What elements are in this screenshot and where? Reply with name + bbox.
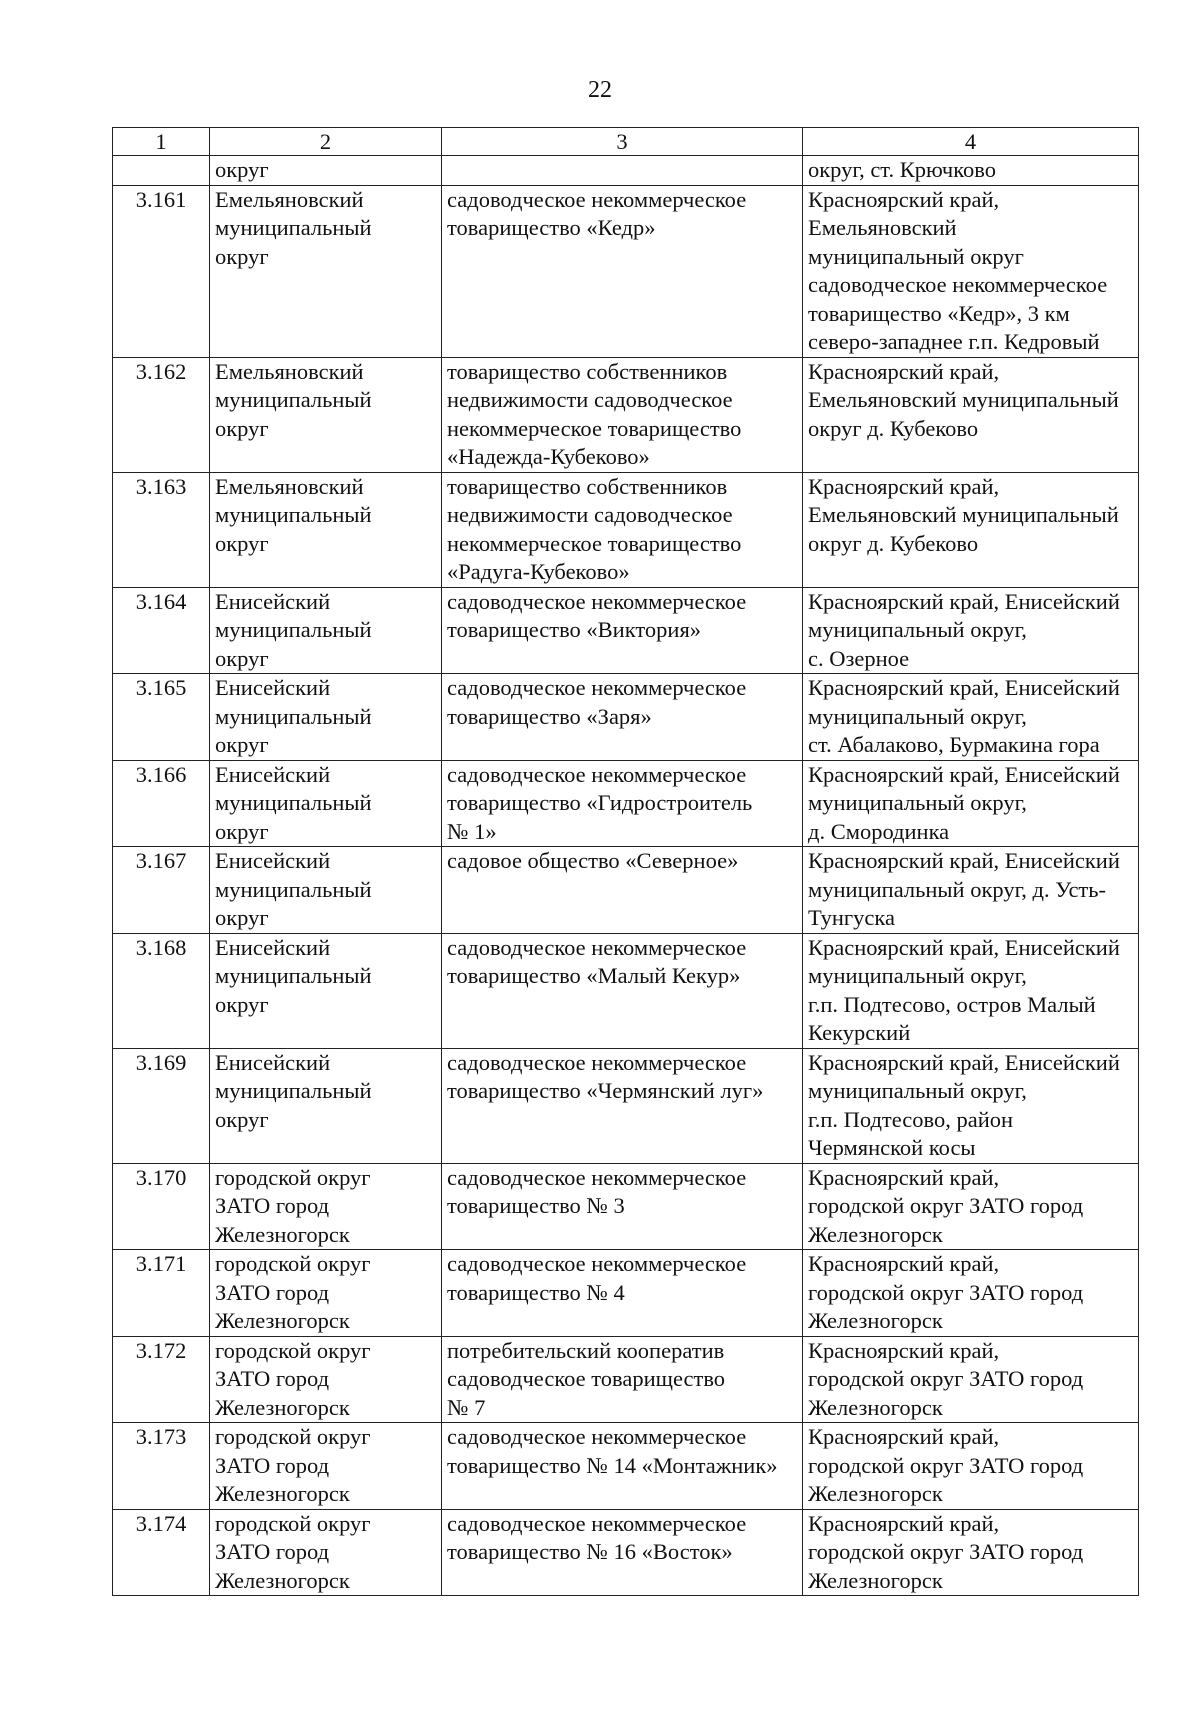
table-row <box>113 1250 1139 1337</box>
cell-line: округ д. Кубеково <box>808 415 979 441</box>
cell-line: Красноярский край, Енисейский <box>808 675 1120 700</box>
cell-line: Красноярский край, Енисейский <box>808 1049 1120 1075</box>
cell-line: г.п. Подтесово, район <box>808 1106 1014 1132</box>
cell-line: товарищество № 14 «Монтажник» <box>447 1452 778 1478</box>
address-cell <box>803 185 1139 357</box>
table-row <box>113 847 1139 934</box>
cell-line: товарищество № 16 «Восток» <box>447 1539 733 1564</box>
cell-line: округ <box>215 905 269 930</box>
cell-line: муниципальный округ, <box>808 703 1027 729</box>
cell-line: Енисейский <box>215 761 331 787</box>
cell-line: недвижимости садоводческое <box>447 387 733 412</box>
address-cell <box>803 760 1139 847</box>
municipality-cell <box>210 1048 442 1163</box>
cell-line: Железногорск <box>808 1221 943 1247</box>
cell-line: Енисейский <box>215 1049 331 1075</box>
organization-name-cell <box>442 674 803 761</box>
table-row <box>113 156 1139 186</box>
address-cell <box>803 472 1139 587</box>
cell-line: садоводческое некоммерческое <box>447 1049 747 1075</box>
cell-line: с. Озерное <box>808 645 910 671</box>
cell-line: муниципальный <box>215 502 372 527</box>
cell-line: Железногорск <box>215 1308 350 1333</box>
address-cell <box>803 847 1139 934</box>
cell-line: Енисейский <box>215 675 331 700</box>
address-cell <box>803 1423 1139 1510</box>
cell-line: городской округ <box>215 1164 371 1190</box>
table-row <box>113 760 1139 847</box>
cell-line: округ д. Кубеково <box>808 530 979 556</box>
cell-line: Енисейский <box>215 848 331 873</box>
cell-line: садоводческое некоммерческое <box>447 1251 747 1276</box>
cell-line: недвижимости садоводческое <box>447 502 733 527</box>
cell-line: северо-западнее г.п. Кедровый <box>808 329 1100 354</box>
cell-line: ЗАТО город <box>215 1279 330 1305</box>
row-number: 3.165 <box>113 674 210 761</box>
cell-line: городской округ ЗАТО город <box>808 1366 1084 1391</box>
cell-line: товарищество «Кедр» <box>447 215 656 240</box>
cell-line: округ <box>215 157 269 182</box>
cell-line: Красноярский край, <box>808 1337 1000 1363</box>
page-number: 22 <box>588 77 612 103</box>
cell-line: городской округ <box>215 1424 371 1449</box>
organization-name-cell <box>442 1423 803 1510</box>
cell-line: некоммерческое товарищество <box>447 530 742 556</box>
cell-line: округ <box>215 415 269 441</box>
cell-line: Красноярский край, Енисейский <box>808 848 1120 873</box>
cell-line: муниципальный округ <box>808 243 1024 269</box>
cell-line: Емельяновский муниципальный <box>808 387 1119 412</box>
cell-line: потребительский кооператив <box>447 1337 725 1363</box>
cell-line: «Радуга-Кубеково» <box>447 559 630 584</box>
table-header <box>113 128 1139 156</box>
table-row <box>113 674 1139 761</box>
cell-line: товарищество «Чермянский луг» <box>447 1078 764 1103</box>
municipality-cell <box>210 472 442 587</box>
cell-line: Кекурский <box>808 1020 911 1045</box>
column-header-4: 4 <box>803 128 1139 156</box>
cell-line: садоводческое некоммерческое <box>447 934 747 960</box>
cell-line: Красноярский край, <box>808 358 1000 384</box>
cell-line: муниципальный <box>215 963 372 988</box>
table-row <box>113 1336 1139 1423</box>
cell-line: Железногорск <box>215 1221 350 1247</box>
cell-line: садовое общество «Северное» <box>447 848 739 873</box>
cell-line: товарищество «Гидростроитель <box>447 790 753 815</box>
cell-line: городской округ <box>215 1251 371 1276</box>
cell-line: городской округ ЗАТО город <box>808 1279 1084 1305</box>
cell-line: товарищество собственников <box>447 473 728 499</box>
table-row <box>113 1048 1139 1163</box>
cell-line: округ <box>215 530 269 556</box>
cell-line: товарищество «Кедр», 3 км <box>808 300 1070 326</box>
cell-line: Чермянской косы <box>808 1135 976 1160</box>
cell-line: Емельяновский <box>215 473 364 499</box>
organization-name-cell <box>442 847 803 934</box>
row-number: 3.168 <box>113 933 210 1048</box>
cell-line: городской округ ЗАТО город <box>808 1193 1084 1218</box>
registry-table <box>112 127 1139 1596</box>
row-number: 3.162 <box>113 357 210 472</box>
cell-line: садоводческое некоммерческое <box>447 1424 747 1449</box>
cell-line: муниципальный <box>215 387 372 412</box>
organization-name-cell <box>442 185 803 357</box>
organization-name-cell <box>442 587 803 674</box>
organization-name-cell <box>442 156 803 186</box>
municipality-cell <box>210 847 442 934</box>
cell-line: городской округ ЗАТО город <box>808 1539 1084 1564</box>
cell-line <box>447 156 799 185</box>
row-number: 3.164 <box>113 587 210 674</box>
cell-line: округ <box>215 818 269 844</box>
row-number: 3.166 <box>113 760 210 847</box>
cell-line: товарищество «Заря» <box>447 703 652 729</box>
cell-line: Железногорск <box>215 1481 350 1506</box>
table-row <box>113 587 1139 674</box>
organization-name-cell <box>442 1048 803 1163</box>
cell-line: Железногорск <box>215 1394 350 1420</box>
column-header-2: 2 <box>210 128 442 156</box>
cell-line: Железногорск <box>808 1567 943 1593</box>
cell-line: городской округ <box>215 1510 371 1536</box>
cell-line: округ <box>215 991 269 1017</box>
municipality-cell <box>210 357 442 472</box>
cell-line: муниципальный <box>215 617 372 642</box>
cell-line: округ, ст. Крючково <box>808 157 996 182</box>
cell-line: Красноярский край, <box>808 1510 1000 1536</box>
row-number: 3.170 <box>113 1163 210 1250</box>
cell-line: округ <box>215 1106 269 1132</box>
cell-line: садоводческое некоммерческое <box>447 761 747 787</box>
cell-line: Емельяновский <box>215 186 364 212</box>
organization-name-cell <box>442 1250 803 1337</box>
address-cell <box>803 587 1139 674</box>
cell-line: товарищество «Малый Кекур» <box>447 963 741 988</box>
cell-line: муниципальный <box>215 215 372 240</box>
table-row <box>113 1423 1139 1510</box>
organization-name-cell <box>442 472 803 587</box>
cell-line: товарищество № 3 <box>447 1193 625 1218</box>
municipality-cell <box>210 1509 442 1596</box>
cell-line: муниципальный округ, <box>808 963 1027 988</box>
address-cell <box>803 1048 1139 1163</box>
row-number: 3.161 <box>113 185 210 357</box>
cell-line: д. Смородинка <box>808 818 950 844</box>
cell-line: Емельяновский <box>808 215 957 240</box>
cell-line: Енисейский <box>215 934 331 960</box>
address-cell <box>803 674 1139 761</box>
address-cell <box>803 1163 1139 1250</box>
cell-line: муниципальный округ, <box>808 790 1027 815</box>
table-body <box>113 156 1139 1596</box>
address-cell <box>803 156 1139 186</box>
cell-line: Красноярский край, <box>808 1251 1000 1276</box>
cell-line: Енисейский <box>215 588 331 614</box>
address-cell <box>803 1250 1139 1337</box>
cell-line: Красноярский край, <box>808 1164 1000 1190</box>
cell-line: округ <box>215 645 269 671</box>
organization-name-cell <box>442 1336 803 1423</box>
municipality-cell <box>210 185 442 357</box>
address-cell <box>803 1509 1139 1596</box>
cell-line: садоводческое некоммерческое <box>808 272 1108 297</box>
row-number: 3.173 <box>113 1423 210 1510</box>
table-row <box>113 185 1139 357</box>
cell-line: садоводческое некоммерческое <box>447 675 747 700</box>
cell-line: садоводческое товарищество <box>447 1366 726 1391</box>
organization-name-cell <box>442 1163 803 1250</box>
municipality-cell <box>210 1336 442 1423</box>
cell-line: Емельяновский муниципальный <box>808 502 1119 527</box>
cell-line: Красноярский край, <box>808 473 1000 499</box>
organization-name-cell <box>442 760 803 847</box>
cell-line: Красноярский край, Енисейский <box>808 934 1120 960</box>
cell-line: товарищество собственников <box>447 358 728 384</box>
address-cell <box>803 933 1139 1048</box>
row-number: 3.163 <box>113 472 210 587</box>
cell-line: некоммерческое товарищество <box>447 415 742 441</box>
cell-line: Железногорск <box>808 1394 943 1420</box>
cell-line: «Надежда-Кубеково» <box>447 444 650 469</box>
cell-line: Железногорск <box>808 1308 943 1333</box>
cell-line: № 1» <box>447 818 497 844</box>
cell-line: муниципальный <box>215 1078 372 1103</box>
cell-line: муниципальный округ, <box>808 1078 1027 1103</box>
municipality-cell <box>210 1250 442 1337</box>
row-number: 3.174 <box>113 1509 210 1596</box>
municipality-cell <box>210 156 442 186</box>
cell-line: товарищество № 4 <box>447 1279 625 1305</box>
cell-line: ЗАТО город <box>215 1539 330 1564</box>
organization-name-cell <box>442 1509 803 1596</box>
row-number: 3.172 <box>113 1336 210 1423</box>
municipality-cell <box>210 587 442 674</box>
table-row <box>113 472 1139 587</box>
header-row <box>113 128 1139 156</box>
cell-line: округ <box>215 243 269 269</box>
cell-line: муниципальный <box>215 703 372 729</box>
column-header-1: 1 <box>113 128 210 156</box>
cell-line: Красноярский край, Енисейский <box>808 761 1120 787</box>
column-header-3: 3 <box>442 128 803 156</box>
table-row <box>113 1163 1139 1250</box>
organization-name-cell <box>442 933 803 1048</box>
cell-line: № 7 <box>447 1394 486 1420</box>
cell-line: муниципальный <box>215 876 372 902</box>
row-number: 3.169 <box>113 1048 210 1163</box>
municipality-cell <box>210 760 442 847</box>
address-cell <box>803 1336 1139 1423</box>
cell-line: товарищество «Виктория» <box>447 617 702 642</box>
cell-line: муниципальный округ, д. Усть- <box>808 876 1107 902</box>
cell-line: округ <box>215 732 269 757</box>
cell-line: Железногорск <box>808 1481 943 1506</box>
table-row <box>113 357 1139 472</box>
cell-line: городской округ <box>215 1337 371 1363</box>
table-row <box>113 933 1139 1048</box>
municipality-cell <box>210 1423 442 1510</box>
organization-name-cell <box>442 357 803 472</box>
address-cell <box>803 357 1139 472</box>
cell-line: Емельяновский <box>215 358 364 384</box>
cell-line: Красноярский край, Енисейский <box>808 588 1120 614</box>
cell-line: садоводческое некоммерческое <box>447 588 747 614</box>
municipality-cell <box>210 674 442 761</box>
cell-line: муниципальный <box>215 790 372 815</box>
cell-line: Красноярский край, <box>808 1424 1000 1449</box>
table-row <box>113 1509 1139 1596</box>
cell-line: ЗАТО город <box>215 1193 330 1218</box>
municipality-cell <box>210 933 442 1048</box>
cell-line: ЗАТО город <box>215 1452 330 1478</box>
cell-line: Железногорск <box>215 1567 350 1593</box>
cell-line: городской округ ЗАТО город <box>808 1452 1084 1478</box>
cell-line: садоводческое некоммерческое <box>447 186 747 212</box>
cell-line: садоводческое некоммерческое <box>447 1510 747 1536</box>
cell-line: садоводческое некоммерческое <box>447 1164 747 1190</box>
cell-line: муниципальный округ, <box>808 617 1027 642</box>
cell-line: ЗАТО город <box>215 1366 330 1391</box>
cell-line: Тунгуска <box>808 905 895 930</box>
row-number: 3.167 <box>113 847 210 934</box>
municipality-cell <box>210 1163 442 1250</box>
row-number <box>113 156 210 186</box>
cell-line: Красноярский край, <box>808 186 1000 212</box>
row-number: 3.171 <box>113 1250 210 1337</box>
cell-line: г.п. Подтесово, остров Малый <box>808 991 1096 1017</box>
cell-line: ст. Абалаково, Бурмакина гора <box>808 732 1100 757</box>
